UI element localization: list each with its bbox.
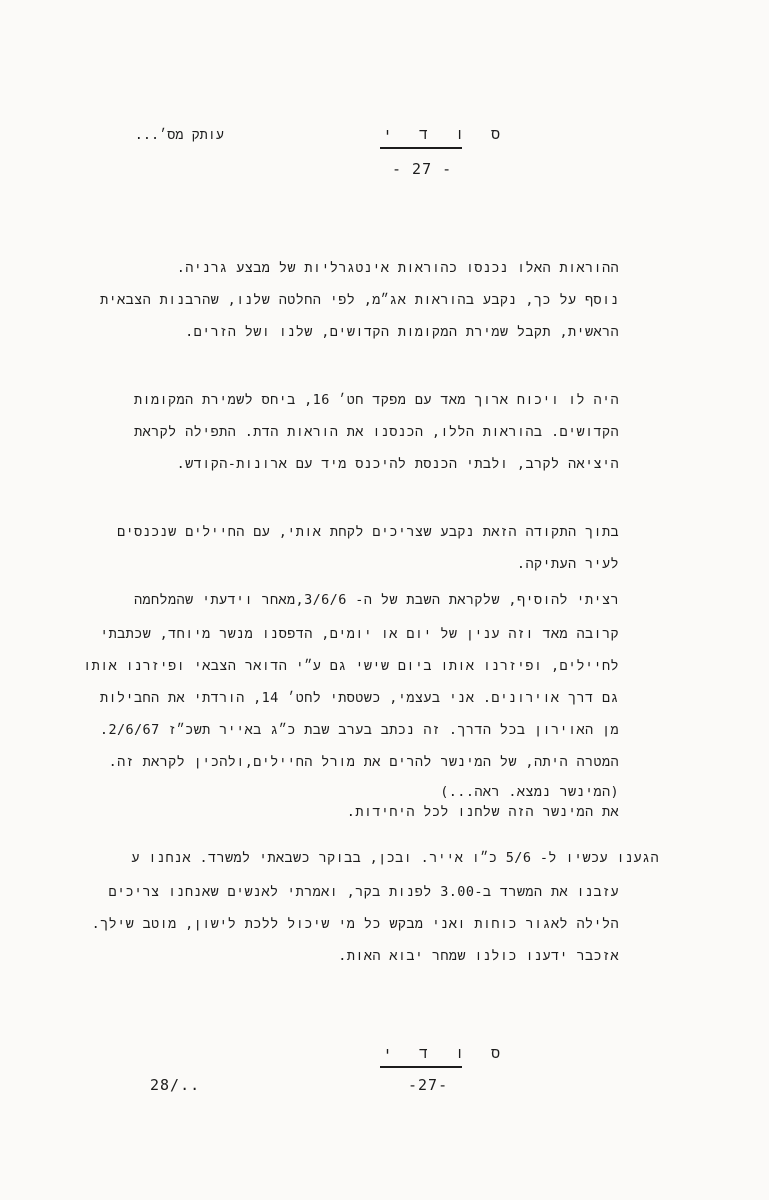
text-line: קרובה מאד וזה ענין של יום או יומים, הדפסנו מנשר מיוחד, שכתבתי [100, 626, 619, 642]
text-line: אזכבר ידענו כולנו שמחר יבוא האות. [338, 948, 619, 964]
continuation-marker: 28/.. [150, 1076, 201, 1094]
text-line: לחיילים, ופיזרנו אותו ביום שישי גם ע״י הדואר הצבאי ופיזרנו אותו [83, 658, 619, 674]
text-line: היה לו ויכוח ארוך מאד עם מפקד חט׳ 16, ביחס לשמירת המקומות [134, 392, 619, 408]
text-line: היציאה לקרב, ולבתי הכנסת להיכנס מיד עם ארונות-הקודש. [176, 456, 619, 472]
text-line: מן האוירון בכל הדרך. זה נכתב בערב שבת כ״ג באייר תשכ״ז 2/6/67. [99, 722, 619, 738]
classification-footer-underline [380, 1066, 462, 1068]
text-line: ההוראות האלו נכנסו כהוראות אינטגרליות של מבצע גרניה. [176, 260, 619, 276]
classification-header-underline [380, 147, 462, 149]
classification-header: ס ו ד י [383, 125, 510, 143]
page-number-header: - 27 - [392, 160, 453, 178]
text-line: גם דרך אוירונים. אני בעצמי, כשטסתי לחט׳ 14, הורדתי את החבילות [100, 690, 619, 706]
text-line: הראשית, תקבל שמירת המקומות הקדושים, שלנו ושל הזרים. [185, 324, 619, 340]
text-line: בתוך התקודה הזאת נקבע שצריכים לקחת אותי, עם החיילים שנכנסים [117, 524, 619, 540]
text-line: עזבנו את המשרד ב-3.00 לפנות בקר, ואמרתי לאנשים שאנחנו צריכים [108, 884, 619, 900]
page-number-footer: -27- [408, 1076, 449, 1094]
text-line: נוסף על כך, נקבע בהוראות אג״מ, לפי החלטה שלנו, שהרבנות הצבאית [100, 292, 619, 308]
text-line: הגענו עכשיו ל- 5/6 כ״ו אייר. ובכן, בבוקר כשבאתי למשרד. אנחנו ע [131, 850, 659, 866]
text-line: (המינשר נמצא. ראה...) [440, 784, 619, 800]
text-line: הקדושים. בהוראות הללו, הכנסנו את הוראות הדת. התפילה לקראת [134, 424, 619, 440]
classification-footer: ס ו ד י [383, 1044, 510, 1062]
text-line: המטרה היתה, של המינשר להרים את מורל החיילים,ולהכין לקראת זה. [108, 754, 619, 770]
text-line: רציתי להוסיף, שלקראת השבת של ה- 3/6/6,מאחר וידעתי שהמלחמה [133, 592, 619, 608]
text-line: את המינשר הזה שלחנו לכל היחידות. [346, 804, 619, 820]
text-line: לעיר העתיקה. [516, 556, 619, 572]
copy-number-label: עותק מס׳... [134, 127, 224, 143]
text-line: הלילה לאגור כוחות ואני מבקש כל מי שיכול ללכת לישון, מוטב שילך. [91, 916, 619, 932]
